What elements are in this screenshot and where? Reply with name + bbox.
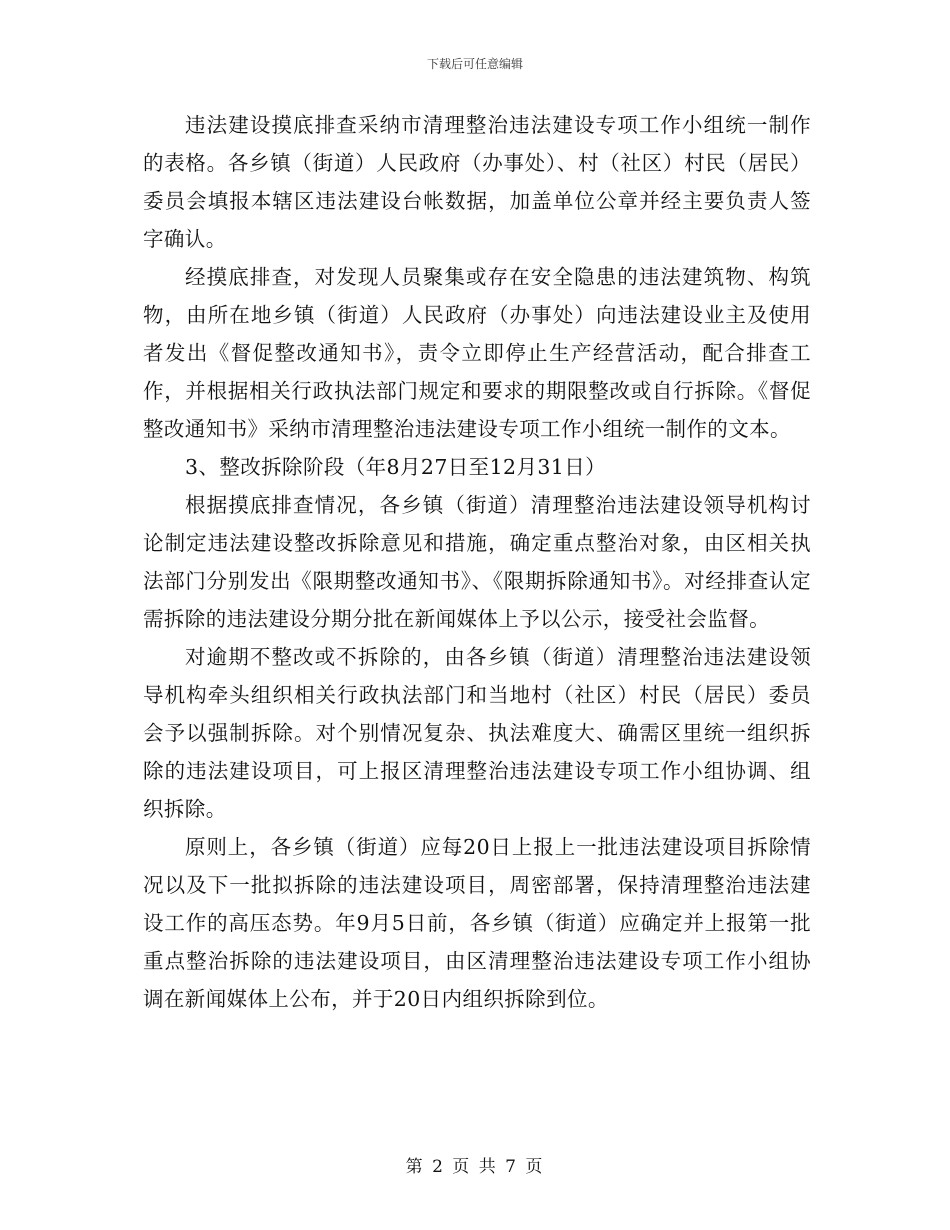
page-header: 下载后可任意编辑 [426,57,523,71]
paragraph-3: 根据摸底排查情况，各乡镇（街道）清理整治违法建设领导机构讨论制定违法建设整改拆除意见和措施，确定重点整治对象，由区相关执法部门分别发出《限期整改通知书》、《限期拆除通知书》。对经排查认定需拆除的违法建设分期分批在新闻媒体上予以公示，接受社会监督。 [143,493,811,631]
section-heading: 3、整改拆除阶段（年8月27日至12月31日） [185,455,607,479]
document-body [143,106,811,1018]
paragraph-4: 对逾期不整改或不拆除的，由各乡镇（街道）清理整治违法建设领导机构牵头组织相关行政执法部门和当地村（社区）村民（居民）委员会予以强制拆除。对个别情况复杂、执法难度大、确需区里统一组织拆除的违法建设项目，可上报区清理整治违法建设专项工作小组协调、组织拆除。 [143,645,811,821]
paragraph-5: 原则上，各乡镇（街道）应每20日上报上一批违法建设项目拆除情况以及下一批拟拆除的违法建设项目，周密部署，保持清理整治违法建设工作的高压态势。年9月5日前，各乡镇（街道）应确定并上报第一批重点整治拆除的违法建设项目，由区清理整治违法建设专项工作小组协调在新闻媒体上公布，并于20日内组织拆除到位。 [143,835,811,1011]
paragraph-2: 经摸底排查，对发现人员聚集或存在安全隐患的违法建筑物、构筑物，由所在地乡镇（街道）人民政府（办事处）向违法建设业主及使用者发出《督促整改通知书》，责令立即停止生产经营活动，配合排查工作，并根据相关行政执法部门规定和要求的期限整改或自行拆除。《督促整改通知书》采纳市清理整治违法建设专项工作小组统一制作的文本。 [143,265,811,441]
paragraph-1: 违法建设摸底排查采纳市清理整治违法建设专项工作小组统一制作的表格。各乡镇（街道）人民政府（办事处）、村（社区）村民（居民）委员会填报本辖区违法建设台帐数据，加盖单位公章并经主要负责人签字确认。 [143,113,811,251]
page-number-footer: 第 2 页 共 7 页 [405,1157,545,1177]
